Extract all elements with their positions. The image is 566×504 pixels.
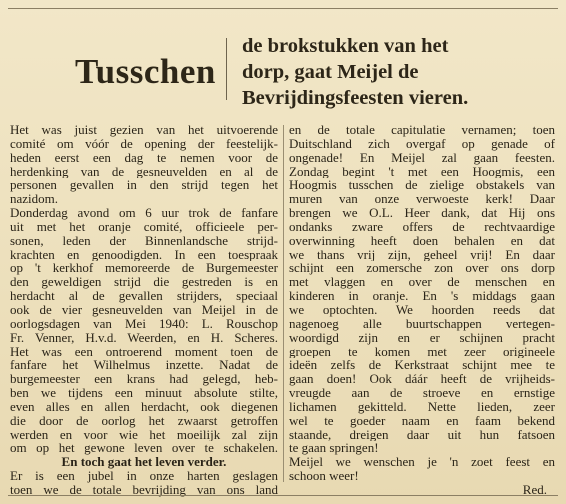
article-line: ideën zelfs de Kerkstraat schijnt mee te bbox=[289, 358, 555, 373]
article-line: krachten en genoodigden. In een toespraak bbox=[10, 247, 278, 262]
article-signature: Red. bbox=[522, 481, 547, 497]
article-line: en de totale capitulatie vernamen; toen bbox=[289, 123, 555, 137]
article-line: woordigd zijn en er schijnen pracht bbox=[289, 330, 555, 345]
article-line: met vlaggen en over de menschen en bbox=[289, 275, 555, 290]
headline-line-2: dorp, gaat Meijel de bbox=[242, 61, 419, 83]
article-line: we optochten. We hoorden reeds dat bbox=[289, 302, 555, 317]
article-subheading: En toch gaat het leven verder. bbox=[61, 454, 227, 470]
article-line: burgemeester een krans had gelegd, heb- bbox=[10, 372, 278, 387]
article-line: comité om vóór de opening der feestelijk- bbox=[10, 136, 278, 151]
article-line: op 't kerkhof memoreerde de Burgemeester bbox=[10, 261, 278, 276]
headline-subtitle bbox=[242, 33, 542, 111]
article-line: Duitschland zich overgaf op genade of bbox=[289, 136, 555, 151]
article-line: sonen, leden der Binnenlandsche strijd- bbox=[10, 233, 278, 248]
column-divider bbox=[283, 125, 284, 482]
article-line: Meijel we wenschen je 'n zoet feest en bbox=[289, 455, 555, 470]
headline-divider bbox=[226, 38, 227, 100]
article-line: groepen te komen met zeer origineele bbox=[289, 344, 555, 359]
article-line: herdenking van de gesneuvelden en al de bbox=[10, 164, 278, 179]
article-line: vreugde aan de stroeve en ernstige bbox=[289, 386, 555, 400]
article-line: muren van onze verwoeste kerk! Daar bbox=[289, 192, 555, 207]
article-line: nazidom. bbox=[10, 191, 59, 207]
article-line: personen gevallen in den strijd tegen het bbox=[10, 178, 278, 193]
article-line: toen we de totale bevrijding van ons land bbox=[10, 482, 278, 497]
article-line: uit met het oranje comité, officieele per- bbox=[10, 219, 278, 234]
article-line: we thans vrij zijn, geheel vrij! En daar bbox=[289, 247, 555, 262]
article-line: ben we tijdens een minuut absolute stilte, bbox=[10, 386, 278, 400]
article-line: heden eerst een dag te nemen voor de bbox=[10, 150, 278, 165]
article-line: ondanks zware offers de rechtvaardige bbox=[289, 219, 555, 234]
article-line: ongenade! En Meijel zal gaan feesten. bbox=[289, 150, 555, 165]
article-line: Fr. Venner, H.v.d. Weerden, en H. Scheres. bbox=[10, 330, 278, 345]
article-line: schoon weer! bbox=[289, 468, 359, 484]
article-line: Er is een jubel in onze harten geslagen bbox=[10, 469, 278, 483]
article-line: overwinning heeft doen behalen en dat bbox=[289, 233, 555, 248]
headline-line-3: Bevrijdingsfeesten vieren. bbox=[242, 87, 469, 109]
article-line: wel te goeder naam en faam bekend bbox=[289, 413, 555, 428]
article-line: ook de vier gesneuvelden van Meijel in de bbox=[10, 302, 278, 317]
article-line: Hoogmis tusschen de zielige obstakels van bbox=[289, 178, 555, 193]
article-line: Zondag begint 't met een Hoogmis, een bbox=[289, 164, 555, 179]
article-line: gaan doen! Ook dáár heeft de vrijheids- bbox=[289, 372, 555, 387]
article-line: werden en voor wie het moeilijk zal zijn bbox=[10, 427, 278, 442]
top-rule bbox=[8, 8, 558, 9]
article-line: fanfare het Wilhelmus inzette. Nadat de bbox=[10, 358, 278, 373]
bottom-rule bbox=[8, 495, 558, 496]
article-line: staande, dreigen daar uit hun fatsoen bbox=[289, 427, 555, 442]
article-line: lichamen gekitteld. Nette lieden, zeer bbox=[289, 399, 555, 414]
headline-tusschen: Tusschen bbox=[75, 52, 216, 91]
headline-line-1: de brokstukken van het bbox=[242, 35, 449, 57]
article-line: den geweldigen strijd die gestreden is en bbox=[10, 275, 278, 290]
article-line: Het was een ontroerend moment toen de bbox=[10, 344, 278, 359]
article-line: te gaan springen! bbox=[289, 440, 379, 456]
article-line: oorlogsdagen van Mei 1940: L. Rouschop bbox=[10, 316, 278, 331]
article-line: schijnt een zomersche zon over ons dorp bbox=[289, 261, 555, 276]
article-line: brengen we O.L. Heer dank, dat Hij ons bbox=[289, 206, 555, 220]
article-line: die door de oorlog het zwaarst getroffen bbox=[10, 413, 278, 428]
article-column-left bbox=[10, 123, 278, 497]
article-line: even alles en allen herdacht, ook diegenen bbox=[10, 399, 278, 414]
article-line: om op het gewone leven over te schakelen. bbox=[10, 441, 278, 456]
article-line: kinderen in oranje. En 's middags gaan bbox=[289, 289, 555, 303]
article-line: nagenoeg alle buurtschappen vertegen- bbox=[289, 316, 555, 331]
article-line: Het was juist gezien van het uitvoerende bbox=[10, 123, 278, 137]
article-line: Donderdag avond om 6 uur trok de fanfare bbox=[10, 206, 278, 220]
article-column-right bbox=[289, 123, 555, 497]
article-line: herdacht al de gevallen strijders, speciaal bbox=[10, 289, 278, 303]
